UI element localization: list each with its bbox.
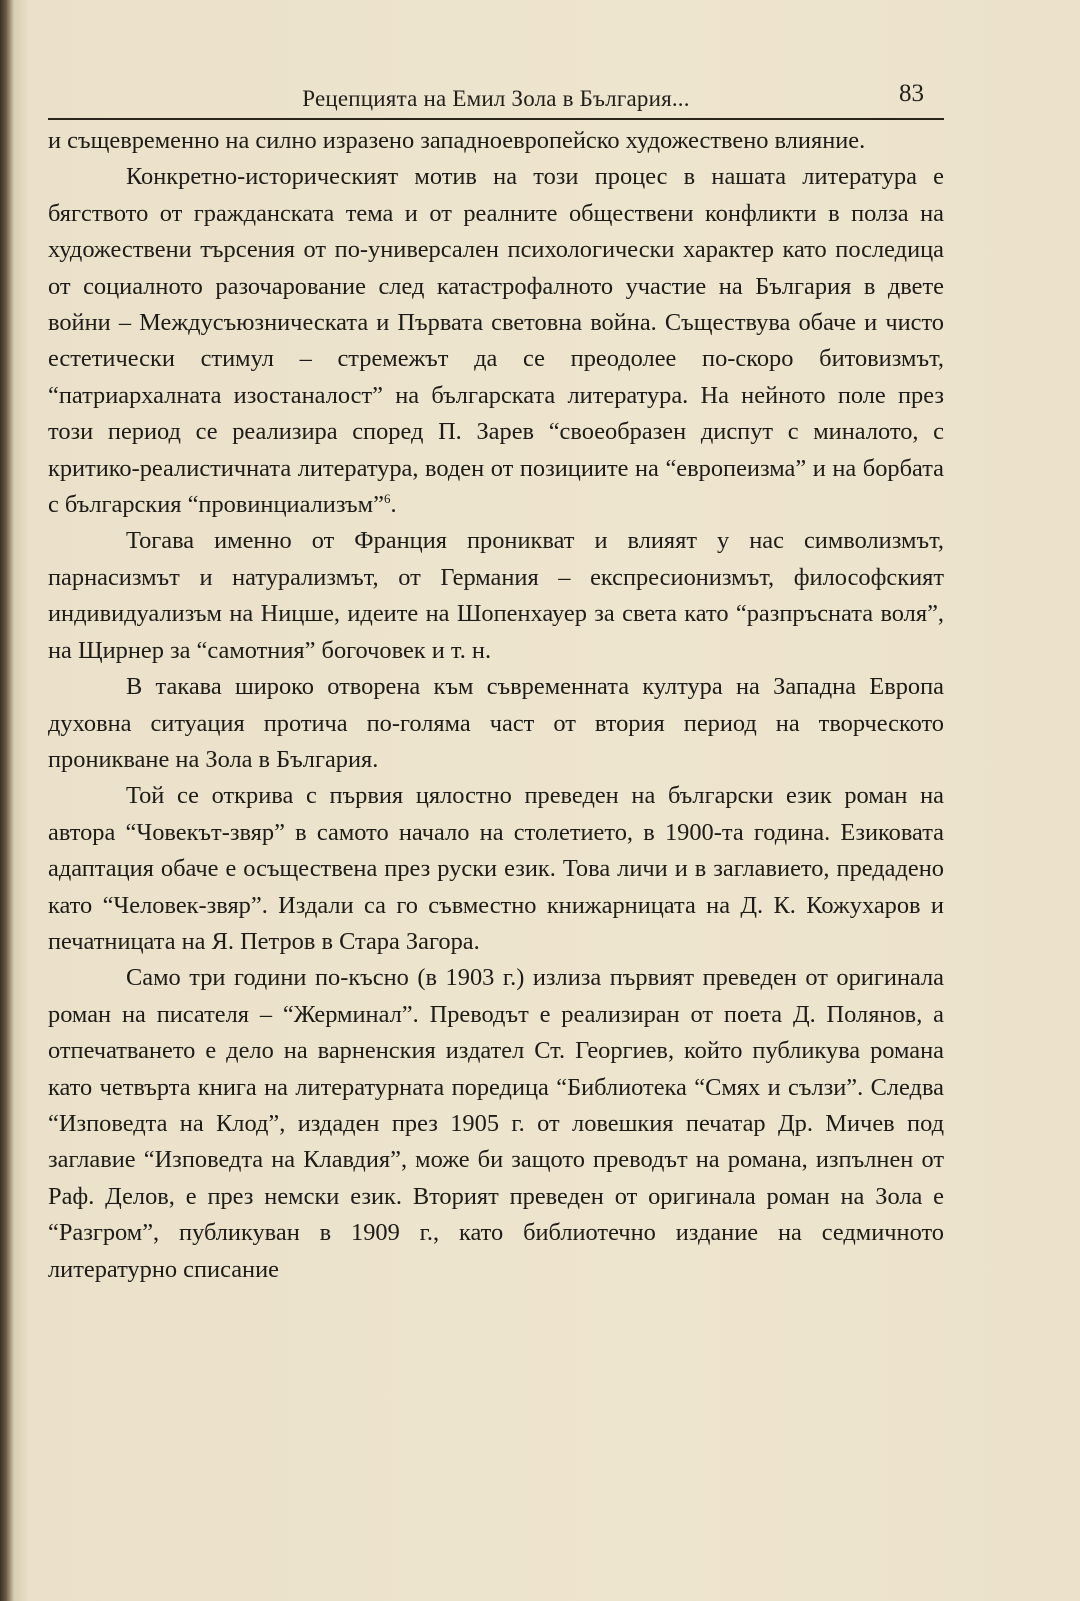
body-text	[48, 123, 944, 1288]
paragraph-1: и същевременно на силно изразено западноевропейско художествено влияние.	[48, 127, 866, 154]
paragraph-2-tail: .	[390, 491, 397, 519]
paragraph-2-text: Конкретно-историческият мотив на този процес в нашата литература е бягството от гражданската тема и от реалните обществени конфликти в полза на художествени търсения от по-универсален психологически характер като последица от социалното разочарование след катастрофалното участие на България в двете войни – Междусъюзническата и Първата световна война. Съществува обаче и чисто естетически стимул – стремежът да се преодолее по-скоро битовизмът, “патриархалната изостаналост” на българската литература. На нейното поле през този период се реализира според П. Зарев “своеобразен диспут с миналото, с критико-реалистичната литература, воден от позициите на “европеизма” и на борбата с българския “провинциализъм”	[48, 163, 944, 519]
paragraph-6: Само три години по-късно (в 1903 г.) излиза първият преведен от оригинала роман на писателя – “Жерминал”. Преводът е реализиран от поета Д. Полянов, а отпечатването е дело на варненския издател Ст. Георгиев, който публикува романа като четвърта книга на литературната поредица “Библиотека “Смях и сълзи”. Следва “Изповедта на Клод”, издаден през 1905 г. от ловешкия печатар Др. Мичев под заглавие “Изповедта на Клавдия”, може би защото преводът на романа, изпълнен от Раф. Делов, е през немски език. Вторият преведен от оригинала роман на Зола е “Разгром”, публикуван в 1909 г., като библиотечно издание на седмичното литературно списание	[48, 964, 944, 1283]
paragraph-3: Тогава именно от Франция проникват и влияят у нас символизмът, парнасизмът и натурализмът, от Германия – експресионизмът, философският индивидуализъм на Ницше, идеите на Шопенхауер за света като “разпръсната воля”, на Щирнер за “самотния” богочовек и т. н.	[48, 527, 944, 664]
paragraph-5: Той се открива с първия цялостно преведен на български език роман на автора “Човекът-звяр” в самото начало на столетието, в 1900-та година. Езиковата адаптация обаче е осъществена през руски език. Това личи и в заглавието, предадено като “Человек-звяр”. Издали са го съвместно книжарницата на Д. К. Кожухаров и печатницата на Я. Петров в Стара Загора.	[48, 782, 944, 955]
paragraph-2	[48, 159, 944, 523]
page-number: 83	[899, 80, 924, 107]
footnote-marker: 6	[383, 490, 391, 506]
running-head	[48, 82, 944, 120]
running-title: Рецепцията на Емил Зола в България...	[302, 86, 690, 111]
paragraph-4: В такава широко отворена към съвременната култура на Западна Европа духовна ситуация протича по-голяма част от втория период на творческото проникване на Зола в България.	[48, 673, 944, 773]
